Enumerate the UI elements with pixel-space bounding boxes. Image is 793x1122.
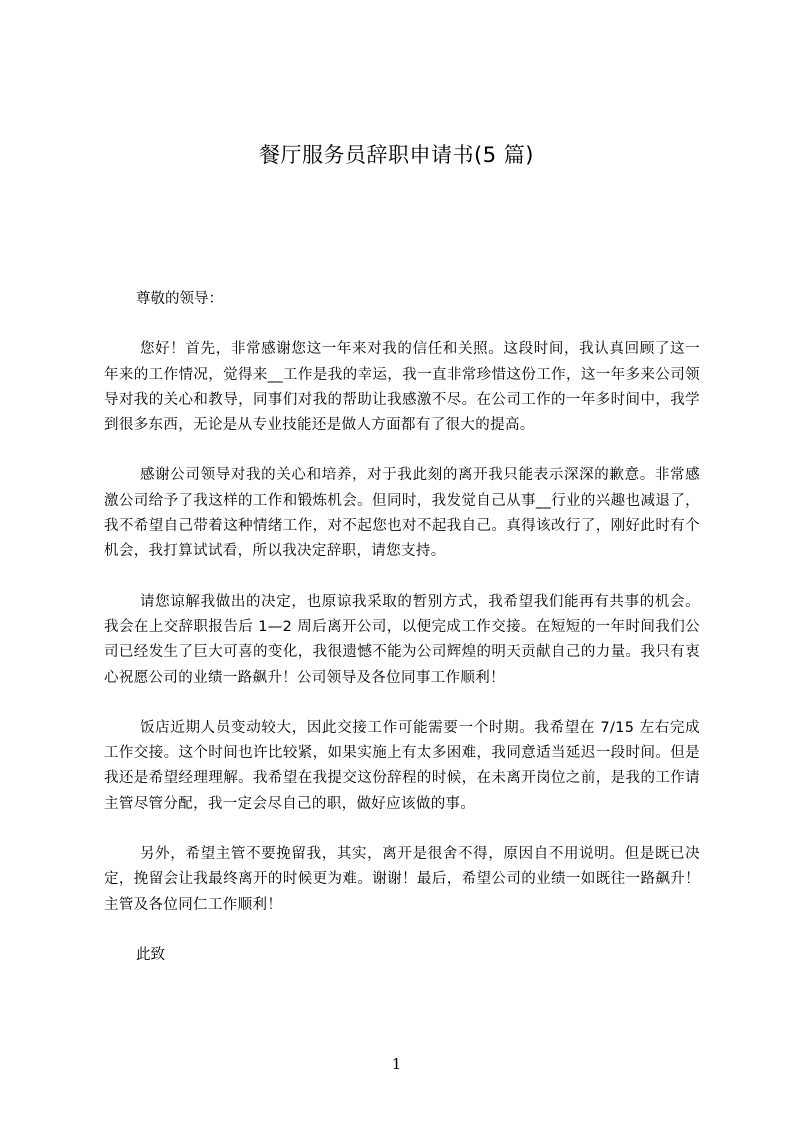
page-number: 1 [391, 1055, 402, 1073]
paragraph-2: 感谢公司领导对我的关心和培养，对于我此刻的离开我只能表示深深的歉意。非常感激公司给予了我这样的工作和锻炼机会。但同时，我发觉自己从事__行业的兴趣也减退了，我不希望自己带着这种情绪工作，对不起您也对不起我自己。真得该改行了，刚好此时有个机会，我打算试试看，所以我决定辞职，请您支持。 [104, 467, 700, 560]
document-body [104, 287, 700, 968]
paragraph-5: 另外，希望主管不要挽留我，其实，离开是很舍不得，原因自不用说明。但是既已决定，挽留会让我最终离开的时候更为难。谢谢！最后，希望公司的业绩一如既往一路飙升！主管及各位同仁工作顺利！ [104, 846, 700, 913]
document-title: 餐厅服务员辞职申请书(5 篇) [259, 143, 534, 167]
paragraph-3: 请您谅解我做出的决定，也原谅我采取的暂别方式，我希望我们能再有共事的机会。我会在上交辞职报告后 1—2 周后离开公司，以便完成工作交接。在短短的一年时间我们公司已经发生了巨大可喜的变化，我很遗憾不能为公司辉煌的明天贡献自己的力量。我只有衷心祝愿公司的业绩一路飙升！公司领导及各位同事工作顺利！ [104, 593, 700, 686]
paragraph-4: 饭店近期人员变动较大，因此交接工作可能需要一个时期。我希望在 7/15 左右完成工作交接。这个时间也许比较紧，如果实施上有太多困难，我同意适当延迟一段时间。但是我还是希望经理理解。我希望在我提交这份辞程的时候，在未离开岗位之前，是我的工作请主管尽管分配，我一定会尽自己的职，做好应该做的事。 [104, 719, 700, 812]
closing: 此致 [136, 946, 165, 963]
paragraph-1: 您好！首先，非常感谢您这一年来对我的信任和关照。这段时间，我认真回顾了这一年来的工作情况，觉得来__工作是我的幸运，我一直非常珍惜这份工作，这一年多来公司领导对我的关心和教导，同事们对我的帮助让我感激不尽。在公司工作的一年多时间中，我学到很多东西，无论是从专业技能还是做人方面都有了很大的提高。 [104, 341, 700, 434]
salutation: 尊敬的领导： [136, 291, 223, 307]
